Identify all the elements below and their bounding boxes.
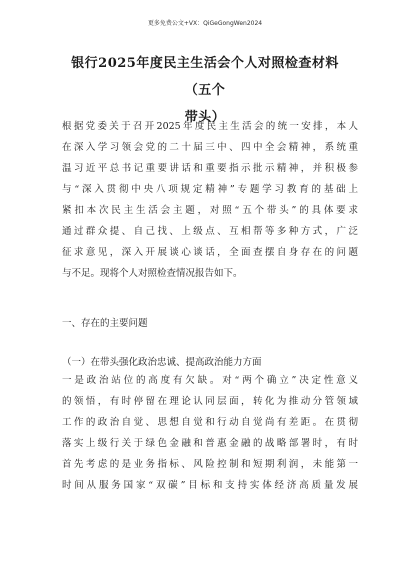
intro-line: 征求意见，深入开展谈心谈话，全面查摆自身存在的问题 xyxy=(62,247,358,258)
point-line: 工作的政治自觉、思想自觉和行动自觉尚有差距。在贯彻 xyxy=(62,417,358,428)
header-note: 更多免费公文+VX：QiGeGongWen2024 xyxy=(147,20,263,27)
point-line: 的领悟，有时停留在理论认同层面，转化为推动分管领域 xyxy=(62,396,358,407)
point-paragraph xyxy=(62,370,358,496)
title-line-1: 银行2025年度民主生活会个人对照检查材料（五个 xyxy=(71,56,339,98)
intro-line: 紧扣本次民主生活会主题，对照“五个带头”的具体要求 xyxy=(62,205,358,216)
intro-line: 根据党委关于召开2025年度民主生活会的统一安排，本人 xyxy=(62,121,358,132)
intro-line: 通过群众提、自己找、上级点、互相帮等多种方式，广泛 xyxy=(62,226,358,237)
point-line: 一是政治站位的高度有欠缺。对“两个确立”决定性意义 xyxy=(62,375,358,386)
point-line: 首先考虑的是业务指标、风险控制和短期利润，未能第一 xyxy=(62,459,358,470)
intro-line: 温习近平总书记重要讲话和重要指示批示精神，并积极参 xyxy=(62,163,358,174)
section-heading: 一、存在的主要问题 xyxy=(62,318,148,329)
point-line: 时间从服务国家“双碳”目标和支持实体经济高质量发展 xyxy=(62,480,358,491)
title-line-2: 带头） xyxy=(184,110,226,125)
point-line: 落实上级行关于绿色金融和普惠金融的战略部署时，有时 xyxy=(62,438,358,449)
intro-paragraph xyxy=(62,116,358,284)
sub-heading: （一）在带头强化政治忠诚、提高政治能力方面 xyxy=(62,357,262,368)
intro-line: 与“深入贯彻中央八项规定精神”专题学习教育的基础上 xyxy=(62,184,358,195)
intro-line: 与不足。现将个人对照检查情况报告如下。 xyxy=(62,268,243,279)
intro-line: 在深入学习领会党的二十届三中、四中全会精神，系统重 xyxy=(62,142,358,153)
